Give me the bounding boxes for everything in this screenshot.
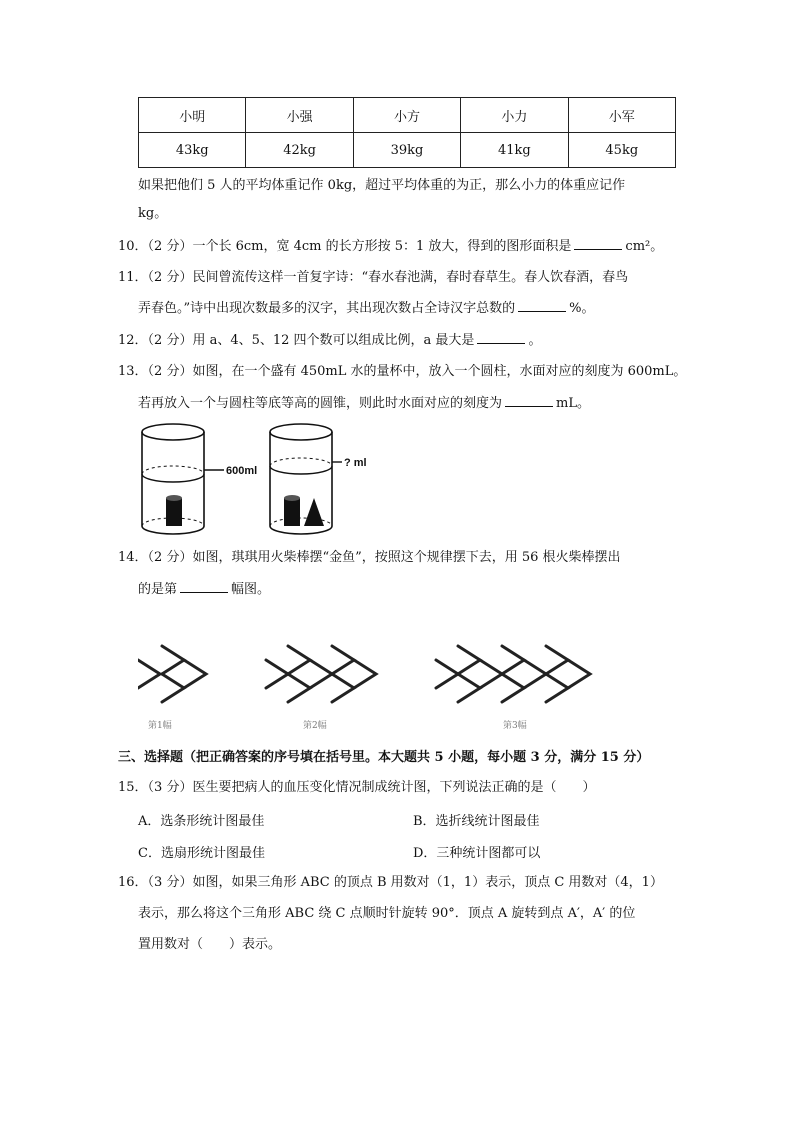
q12-suffix: 。 — [528, 333, 542, 348]
fish-figure-1 — [138, 646, 206, 702]
cup-with-cylinder — [142, 424, 257, 534]
table-cell: 39kg — [353, 133, 460, 168]
q12-prefix: 12．（2 分）用 a、4、5、12 四个数可以组成比例，a 最大是 — [118, 333, 475, 348]
q13-prefix: 若再放入一个与圆柱等底等高的圆锥，则此时水面对应的刻度为 — [138, 396, 503, 411]
q9-line2: kg。 — [138, 206, 168, 221]
q14-prefix: 的是第 — [138, 582, 178, 597]
table-cell: 45kg — [568, 133, 675, 168]
q10-suffix: cm²。 — [625, 239, 664, 254]
table-cell: 小明 — [139, 98, 246, 133]
q14-line1: 14．（2 分）如图，琪琪用火柴棒摆“金鱼”，按照这个规律摆下去，用 56 根火柴棒摆出 — [118, 550, 621, 565]
q15-option-d[interactable]: D．三种统计图都可以 — [413, 846, 541, 861]
q10-prefix: 10．（2 分）一个长 6cm，宽 4cm 的长方形按 5：1 放大，得到的图形面积是 — [118, 239, 572, 254]
q13-line1: 13．（2 分）如图，在一个盛有 450mL 水的量杯中，放入一个圆柱，水面对应的刻度为 600mL。 — [118, 364, 687, 379]
table-cell: 43kg — [139, 133, 246, 168]
q10-text — [118, 237, 663, 256]
table-cell: 小方 — [353, 98, 460, 133]
q11-prefix: 弄春色。”诗中出现次数最多的汉字，其出现次数占全诗汉字总数的 — [138, 301, 516, 316]
cup-with-cylinder-and-cone — [270, 424, 367, 534]
q11-line2 — [138, 299, 595, 318]
answer-blank[interactable] — [477, 331, 525, 344]
q9-line1: 如果把他们 5 人的平均体重记作 0kg，超过平均体重的为正，那么小力的体重应记作 — [138, 178, 626, 193]
caption-fig-1: 第1幅 — [148, 721, 172, 731]
table-cell: 小强 — [246, 98, 353, 133]
answer-blank[interactable] — [505, 394, 553, 407]
table-cell: 小军 — [568, 98, 675, 133]
label-600ml: 600ml — [226, 465, 258, 477]
answer-blank[interactable] — [180, 580, 228, 593]
fish-figure-2 — [266, 646, 376, 702]
caption-fig-2: 第2幅 — [303, 721, 327, 731]
q16-line3: 置用数对（ ）表示。 — [138, 937, 282, 952]
table-header-row — [139, 98, 676, 133]
q15-option-c[interactable]: C．选扇形统计图最佳 — [138, 846, 265, 861]
table-cell: 小力 — [461, 98, 568, 133]
q16-line2: 表示，那么将这个三角形 ABC 绕 C 点顺时针旋转 90°．顶点 A 旋转到点 A′，A′ 的位 — [138, 906, 636, 921]
q14-suffix: 幅图。 — [231, 582, 271, 597]
label-unknown-ml: ? ml — [344, 457, 367, 469]
section-3-heading: 三、选择题（把正确答案的序号填在括号里。本大题共 5 小题，每小题 3 分，满分 15 分） — [118, 750, 650, 765]
table-cell: 42kg — [246, 133, 353, 168]
answer-blank[interactable] — [518, 299, 566, 312]
caption-fig-3: 第3幅 — [503, 721, 527, 731]
answer-blank[interactable] — [574, 237, 622, 250]
table-cell: 41kg — [461, 133, 568, 168]
fish-figure-3 — [436, 646, 590, 702]
q15-stem: 15．（3 分）医生要把病人的血压变化情况制成统计图，下列说法正确的是（ ） — [118, 780, 596, 795]
table-row — [139, 133, 676, 168]
q13-suffix: mL。 — [556, 396, 590, 411]
q11-suffix: %。 — [569, 301, 595, 316]
q11-line1: 11．（2 分）民间曾流传这样一首复字诗：“春水春池满，春时春草生。春人饮春酒，春鸟 — [118, 270, 629, 285]
measuring-cup-figure — [138, 420, 370, 540]
q14-line2 — [138, 580, 270, 599]
weight-table — [138, 97, 676, 168]
q16-line1: 16．（3 分）如图，如果三角形 ABC 的顶点 B 用数对（1，1）表示，顶点 C 用数对（4，1） — [118, 875, 663, 890]
q13-line2 — [138, 394, 590, 413]
q12-text — [118, 331, 541, 350]
q15-option-a[interactable]: A．选条形统计图最佳 — [138, 814, 265, 829]
q15-option-b[interactable]: B．选折线统计图最佳 — [413, 814, 540, 829]
matchstick-fish-figure — [138, 636, 608, 736]
